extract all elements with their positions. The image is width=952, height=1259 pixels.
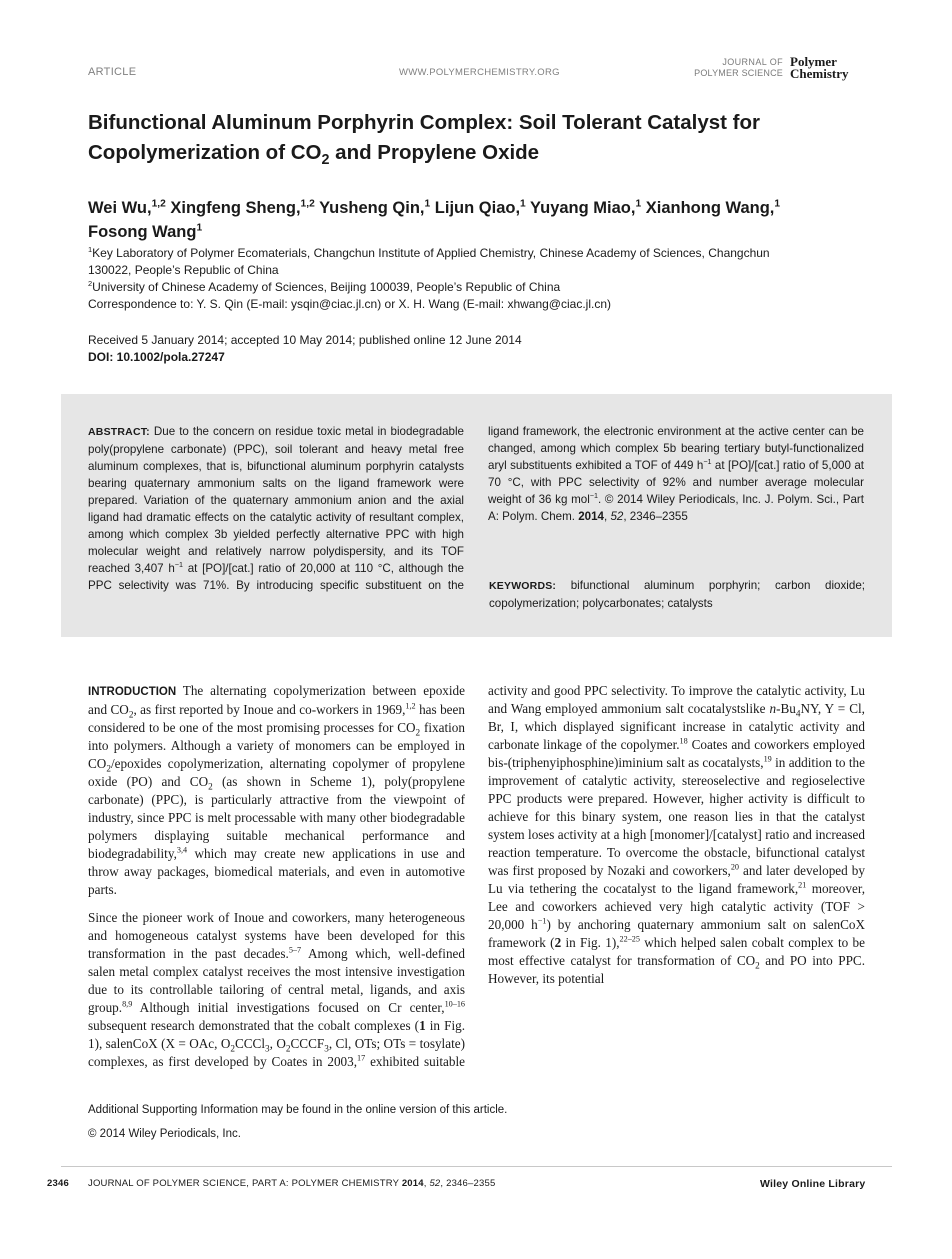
- p1-a: The alternating copolymerization between epoxide and CO: [88, 683, 465, 717]
- p3-g: -Bu: [776, 701, 796, 716]
- compound-ref: 2: [554, 935, 562, 950]
- p3-e: , Cl, OTs; OTs = tosylate) complexes, as first developed by Coates in 2003,: [88, 1036, 465, 1069]
- p1-b: , as first reported by Inoue and co-workers in 1969,: [133, 702, 406, 717]
- copyright-note: © 2014 Wiley Periodicals, Inc.: [88, 1128, 241, 1140]
- p3-o: which helped salen cobalt complex to be most effective catalyst for transformation of CO: [488, 935, 865, 968]
- body-text: [88, 682, 865, 1074]
- p1-c: has been considered to be one of the most promising processes for CO: [88, 702, 465, 735]
- p3-sub: 3: [265, 1043, 270, 1054]
- compound-ref: 1: [419, 1018, 426, 1033]
- intro-heading: INTRODUCTION: [88, 686, 177, 698]
- affiliation-1-line1: Key Laboratory of Polymer Ecomaterials, Changchun Institute of Applied Chemistry, Chinese Academy of Sciences, Changchun: [92, 246, 770, 260]
- footer-pages: , 2346–2355: [440, 1178, 496, 1189]
- p1-d: fixation into polymers. Although a variety of monomers can be employed in CO: [88, 720, 465, 771]
- p2-b: Among which, well-defined salen metal complex catalyst receives the most intensive investigation due to its controllable tailoring of central metal, ligands, and axis group.: [88, 946, 466, 1015]
- abstract-sup: −1: [703, 457, 712, 467]
- citation[interactable]: 1,2: [405, 701, 416, 711]
- abstract-box: [61, 394, 892, 637]
- polymer-science-text: POLYMER SCIENCE: [694, 68, 783, 78]
- abstract-text-d: . © 2014 Wiley Periodicals, Inc. J. Polym. Sci., Part A: Polym. Chem.: [488, 493, 864, 523]
- title-line2-pre: Copolymerization of CO: [88, 141, 322, 164]
- p2-c: Although initial investigations focused on Cr center,: [132, 1000, 445, 1015]
- doi[interactable]: DOI: 10.1002/pola.27247: [88, 350, 225, 364]
- abstract-pages: , 2346–2355: [623, 510, 688, 523]
- abstract-sep: ,: [604, 510, 611, 523]
- abstract-text-a: Due to the concern on residue toxic metal in biodegradable poly(propylene carbonate) (PPC), soil tolerant and heavy metal free aluminum complexes, that is, bifunctional aluminum porphyrin catalysts bearing quaternary ammonium salts on the ligand framework were prepared. Variation of the quaternary ammonium anion and the axial ligand had dramatic effects on the catalytic activity of resultant complex, among which complex 3b yielded perfectly alternative PPC with high molecular weight and relatively narrow polydispersity, and its TOF reached 3,407 h: [88, 425, 464, 575]
- page-number: 2346: [47, 1178, 69, 1189]
- p3-sup: −1: [537, 916, 547, 926]
- footer-year: 2014: [401, 1178, 424, 1189]
- p3-p: and PO into PPC. However, its potential: [488, 953, 865, 986]
- title-line2-post: and Propylene Oxide: [329, 141, 540, 164]
- keywords-label: KEYWORDS:: [489, 580, 557, 592]
- abstract-sup: −1: [589, 491, 598, 501]
- citation[interactable]: 21: [798, 880, 807, 890]
- affiliation-2: [88, 279, 888, 296]
- journal-name-polymer: Polymer: [790, 54, 837, 69]
- affiliation-1-line2: 130022, People’s Republic of China: [88, 263, 279, 277]
- footer-journal-name: JOURNAL OF POLYMER SCIENCE, PART A: POLYMER CHEMISTRY: [88, 1178, 402, 1189]
- abstract-sup: −1: [174, 560, 183, 570]
- footer-sep: ,: [423, 1178, 430, 1189]
- p2-d: subsequent research demonstrated that the cobalt complexes (: [88, 1018, 420, 1033]
- p2-a: Since the pioneer work of Inoue and coworkers, many heterogeneous and homogeneous catalyst systems have been developed for this transformation in the past decades.: [88, 910, 465, 961]
- section-label: ARTICLE: [88, 66, 137, 78]
- p3-f: exhibited suitable activity and good PPC selectivity. To improve the catalytic activity, Lu and Wang employed ammonium salt cocatalystslike: [365, 683, 865, 1069]
- affiliation-1: [88, 245, 888, 279]
- p3-l: moreover, Lee and coworkers achieved very high catalytic activity (TOF > 20,000 h: [488, 881, 865, 932]
- p3-c: , O: [269, 1036, 286, 1051]
- citation[interactable]: 19: [763, 754, 772, 764]
- p1-sub: 2: [415, 727, 421, 738]
- keywords: [489, 577, 865, 612]
- affiliation-number: 2: [88, 279, 93, 288]
- keywords-text: bifunctional aluminum porphyrin; carbon dioxide; copolymerization; polycarbonates; catalysts: [489, 579, 865, 610]
- p3-n: in Fig. 1),: [561, 935, 620, 950]
- citation[interactable]: 5–7: [288, 945, 302, 955]
- p1-sub: 2: [208, 781, 213, 792]
- abstract-text-b: at [PO]/[cat.] ratio of 20,000 at 110 °C, although the PPC selectivity was 71%. By introducing specific substituent on the ligand framework, the electronic environment at the active center can be changed, among which complex 5b bearing tertiary butyl-functionalized aryl substituents exhibited a TOF of 449 h: [88, 425, 864, 592]
- p1-sub: 2: [106, 763, 111, 774]
- p1-sub: 2: [128, 709, 134, 720]
- title-line1: Bifunctional Aluminum Porphyrin Complex: Soil Tolerant Catalyst for: [88, 111, 760, 134]
- author-name[interactable]: Xianhong Wang,: [645, 199, 775, 217]
- p1-e: /epoxides copolymerization, alternating copolymer of propylene oxide (PO) and CO: [88, 756, 465, 789]
- author-name[interactable]: Yusheng Qin,: [319, 199, 425, 217]
- citation[interactable]: 22–25: [619, 934, 640, 944]
- journal-logo: [690, 54, 870, 82]
- p3-a: in Fig. 1), salenCoX (X = OAc, O: [88, 1018, 465, 1051]
- abstract-year: 2014: [578, 510, 604, 523]
- p3-b: CCCl: [234, 1036, 266, 1051]
- wiley-online-library-link[interactable]: Wiley Online Library: [760, 1178, 866, 1190]
- p1-f: (as shown in Scheme 1), poly(propylene carbonate) (PPC), is particularly attractive from the viewpoint of industry, since PPC is melt processable with many other biodegradable polymers displaying suitable mechanical performance and biodegradability,: [88, 774, 465, 861]
- author-affiliation: 1: [635, 198, 642, 210]
- author-list: [88, 196, 888, 244]
- article-title: [88, 108, 878, 168]
- author-name[interactable]: Fosong Wang: [88, 223, 197, 241]
- journal-website[interactable]: WWW.POLYMERCHEMISTRY.ORG: [399, 67, 560, 78]
- p3-sub: 3: [324, 1043, 329, 1054]
- author-affiliation: 1: [424, 198, 431, 210]
- title-subscript: 2: [321, 152, 330, 169]
- received-dates: Received 5 January 2014; accepted 10 May 2014; published online 12 June 2014: [88, 333, 522, 347]
- author-affiliation: 1,2: [151, 198, 166, 210]
- footer-volume: 52: [429, 1178, 441, 1189]
- footer-journal: [88, 1178, 495, 1189]
- citation[interactable]: 10–16: [444, 999, 465, 1009]
- p3-i: Coates and coworkers employed bis-(triphenyiphosphine)iminium salt as cocatalysts,: [488, 737, 865, 770]
- p3-h: NY, Y = Cl, Br, I, which displayed significant increase in catalytic activity and carbonate linkage of the copolymer.: [488, 701, 865, 752]
- author-affiliation: 1: [774, 198, 781, 210]
- citation[interactable]: 17: [357, 1053, 366, 1063]
- supporting-info-note: Additional Supporting Information may be found in the online version of this article.: [88, 1104, 508, 1116]
- p3-sub: 2: [230, 1043, 235, 1054]
- author-name[interactable]: Wei Wu,: [88, 199, 152, 217]
- author-affiliation: 1: [520, 198, 526, 210]
- p3-d: CCCF: [290, 1036, 325, 1051]
- paragraph-1: [88, 682, 465, 899]
- affiliation-number: 1: [88, 245, 93, 254]
- author-name[interactable]: Yuyang Miao,: [530, 199, 636, 217]
- citation[interactable]: 20: [730, 862, 739, 872]
- p3-m: ) by anchoring quaternary ammonium salt on salenCoX framework (: [488, 917, 866, 950]
- affiliation-2-text: University of Chinese Academy of Sciences, Beijing 100039, People’s Republic of China: [92, 280, 561, 294]
- p3-k: and later developed by Lu via tethering the cocatalyst to the ligand framework,: [488, 863, 865, 896]
- footer-divider: [61, 1166, 892, 1167]
- body-columns: [88, 682, 865, 1074]
- author-name[interactable]: Xingfeng Sheng,: [170, 199, 301, 217]
- abstract-volume: 52: [610, 510, 624, 523]
- author-affiliation: 1: [196, 222, 203, 234]
- abstract-label: ABSTRACT:: [88, 426, 150, 438]
- p3-j: in addition to the improvement of catalytic activity, stereoselective and regioselective PPC products were prepared. However, higher activity is difficult to achieve for this binary system, one reason lies in that the catalyst system loses activity at a high [monomer]/[catalyst] ratio and increased reaction temperature. To overcome the obstacle, bifunctional catalyst was first proposed by Nozaki and coworkers,: [488, 755, 865, 878]
- journal-of-text: JOURNAL OF: [722, 57, 783, 67]
- author-name[interactable]: Lijun Qiao,: [434, 199, 521, 217]
- p3-sub: 2: [285, 1043, 291, 1054]
- p3-italic: n: [769, 701, 777, 716]
- citation[interactable]: 8,9: [122, 999, 133, 1009]
- author-affiliation: 1,2: [300, 198, 315, 210]
- abstract-text-c: at [PO]/[cat.] ratio of 5,000 at 70 °C, with PPC selectivity of 92% and number average molecular weight of 36 kg mol: [488, 459, 864, 506]
- correspondence: Correspondence to: Y. S. Qin (E-mail: ysqin@ciac.jl.cn) or X. H. Wang (E-mail: xhwang@ciac.jl.cn): [88, 297, 611, 311]
- citation[interactable]: 18: [679, 736, 688, 746]
- journal-name-chemistry: Chemistry: [790, 66, 849, 81]
- p3-sub: 4: [795, 708, 801, 719]
- p1-g: which may create new applications in use and throw away packages, biomedical materials, and even in automotive parts.: [88, 846, 465, 897]
- p3-sub: 2: [755, 960, 760, 971]
- citation[interactable]: 3,4: [176, 845, 188, 855]
